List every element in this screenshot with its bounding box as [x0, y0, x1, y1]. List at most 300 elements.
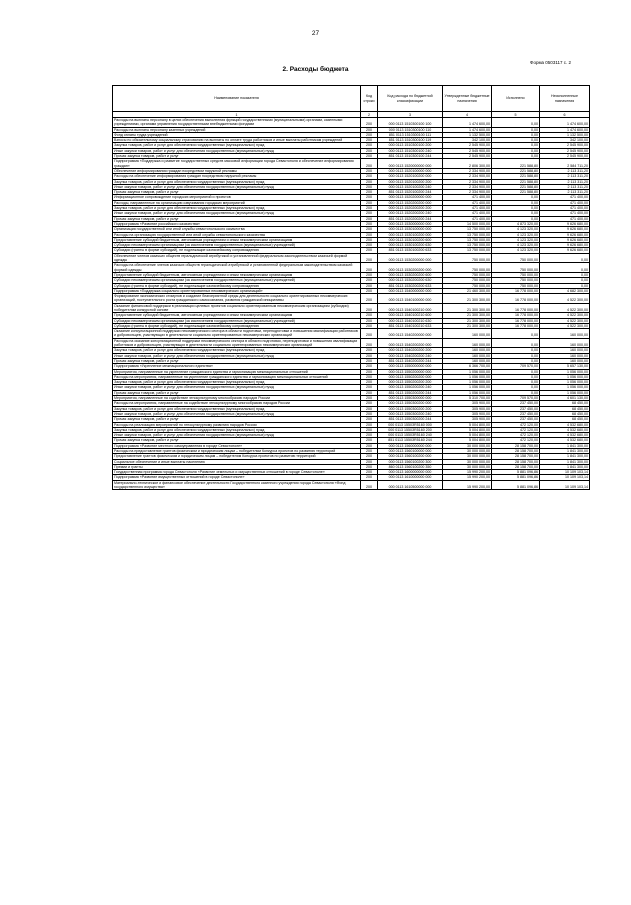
row-executed: 0,00: [492, 380, 540, 385]
row-name: Взносы по обязательному социальному страхованию на выплаты по оплате труда работников и иные выплаты работникам учреждений: [113, 138, 361, 143]
row-name: Иные закупки товаров, работ и услуг для обеспечения государственных (муниципальных) нужд: [113, 148, 361, 153]
row-code: 000 0113 1540100000 000: [378, 294, 443, 304]
column-number: 6: [540, 112, 590, 118]
row-unexecuted: 4 522 300,00: [540, 313, 590, 318]
row-executed: 0,00: [492, 216, 540, 221]
row-line: 200: [361, 353, 378, 358]
row-unexecuted: 2 545 900,00: [540, 143, 590, 148]
row-code: 000 0113 1610500000 000: [378, 480, 443, 490]
row-unexecuted: 10 109 103,14: [540, 470, 590, 475]
row-name: Расходы, направленные на организацию озвучивания городских мероприятий: [113, 200, 361, 205]
row-line: 200: [361, 323, 378, 328]
row-line: 200: [361, 272, 378, 277]
row-unexecuted: 1 841 300,00: [540, 454, 590, 459]
row-name: Премии и гранты: [113, 464, 361, 469]
row-name: Расходы на выплаты персоналу казенных учреждений: [113, 127, 361, 132]
row-unexecuted: 471 400,00: [540, 195, 590, 200]
row-executed: 28 158 700,00: [492, 464, 540, 469]
row-code: 000 0113 1530200200 600: [378, 272, 443, 277]
row-name: Подпрограмма «Развитие имущественных отношений в городе Севастополе»: [113, 475, 361, 480]
row-code: 000 0113 1550200000 000: [378, 369, 443, 374]
row-executed: 16 778 000,00: [492, 318, 540, 323]
row-executed: 472 120,00: [492, 422, 540, 427]
row-code: 000 0113 1530200200 630: [378, 278, 443, 283]
row-executed: 237 450,00: [492, 411, 540, 416]
row-unexecuted: 0,00: [540, 278, 590, 283]
row-name: Субсидии некоммерческим организациям (за исключением государственных (муниципальных) учреждений): [113, 278, 361, 283]
row-unexecuted: 160 000,00: [540, 358, 590, 363]
row-name: Информационное сопровождение городских мероприятий и проектов: [113, 195, 361, 200]
row-approved: 305 900,00: [443, 417, 492, 422]
row-approved: 160 000,00: [443, 353, 492, 358]
row-unexecuted: 160 000,00: [540, 329, 590, 339]
table-row: [113, 338, 590, 348]
row-approved: 471 400,00: [443, 211, 492, 216]
row-unexecuted: 9 626 680,00: [540, 232, 590, 237]
row-executed: 0,00: [492, 369, 540, 374]
row-name: Закупка товаров, работ и услуг для обеспечения государственных (муниципальных) нужд: [113, 206, 361, 211]
row-name: Обеспечение членов казачьих обществ геральдической атрибутикой и установленной федеральным законодательством казачьей формой одежды: [113, 253, 361, 263]
row-name: Прочая закупка товаров, работ и услуг: [113, 438, 361, 443]
row-name: Предоставление субсидий бюджетным, автономным учреждениям и иным некоммерческим организациям: [113, 272, 361, 277]
row-code: 000 0113 1550300000 000: [378, 396, 443, 401]
row-unexecuted: 342 100,00: [540, 138, 590, 143]
row-approved: 1 474 600,00: [443, 127, 492, 132]
row-code: 000 0113 1510300100 200: [378, 143, 443, 148]
row-line: 200: [361, 396, 378, 401]
row-executed: 16 778 000,00: [492, 288, 540, 293]
row-executed: 0,00: [492, 358, 540, 363]
row-line: 200: [361, 237, 378, 242]
row-name: Закупка товаров, работ и услуг для обеспечения государственных (муниципальных) нужд: [113, 348, 361, 353]
row-name: Подпрограмма «Развитие местного самоуправления в городе Севастополе»: [113, 443, 361, 448]
row-name: Предоставление субсидий бюджетным, автономным учреждениям и иным некоммерческим организациям: [113, 313, 361, 318]
row-executed: 472 120,00: [492, 433, 540, 438]
row-line: 200: [361, 288, 378, 293]
column-number: 1: [113, 112, 361, 118]
row-executed: 0,00: [492, 200, 540, 205]
row-code: 000 0113 1610000000 000: [378, 475, 443, 480]
row-line: 200: [361, 348, 378, 353]
row-code: 000 0113 1560000000 000: [378, 443, 443, 448]
row-executed: 5 881 096,86: [492, 480, 540, 490]
row-name: Прочая закупка товаров, работ и услуг: [113, 417, 361, 422]
row-unexecuted: 1 056 000,00: [540, 380, 590, 385]
row-approved: 21 300 300,00: [443, 323, 492, 328]
row-line: 200: [361, 138, 378, 143]
row-approved: 13 750 000,00: [443, 248, 492, 253]
row-executed: 750 000,00: [492, 272, 540, 277]
row-line: 200: [361, 294, 378, 304]
row-line: 200: [361, 438, 378, 443]
row-line: 200: [361, 374, 378, 379]
header-name: Наименование показателя: [113, 86, 361, 112]
row-unexecuted: 471 400,00: [540, 211, 590, 216]
row-name: Расходы на оказание консультационной поддержки некоммерческого сектора в области подготовки, переподготовки и повышения квалификации работников и добровольцев, участвующих в деятельности социально ориентированных некоммерческих организаций: [113, 338, 361, 348]
row-code: 000 0113 1510300100 110: [378, 127, 443, 132]
row-approved: 750 000,00: [443, 263, 492, 273]
row-approved: 30 000 000,00: [443, 464, 492, 469]
row-code: 000 0113 1560100200 000: [378, 454, 443, 459]
row-executed: 4 123 320,00: [492, 248, 540, 253]
row-unexecuted: 160 000,00: [540, 353, 590, 358]
row-executed: 750 000,00: [492, 253, 540, 263]
row-executed: 221 588,80: [492, 168, 540, 173]
row-unexecuted: 9 626 680,00: [540, 248, 590, 253]
header-executed: Исполнено: [492, 86, 540, 112]
row-name: Закупка товаров, работ и услуг для обеспечения государственных (муниципальных) нужд: [113, 406, 361, 411]
row-code: 860 0113 1560100200 350: [378, 464, 443, 469]
row-code: 000 0113 1530100000 000: [378, 227, 443, 232]
row-executed: 0,00: [492, 206, 540, 211]
row-line: 200: [361, 195, 378, 200]
row-approved: 471 400,00: [443, 200, 492, 205]
row-executed: 709 570,00: [492, 396, 540, 401]
row-executed: 237 450,00: [492, 401, 540, 406]
row-approved: 15 990 200,00: [443, 480, 492, 490]
row-code: 000 0113 1550ЗR5160 200: [378, 427, 443, 432]
row-executed: 472 120,00: [492, 438, 540, 443]
row-code: 000 0113 1550200200 200: [378, 380, 443, 385]
row-unexecuted: 4 522 300,00: [540, 318, 590, 323]
row-code: 000 0113 1550300200 000: [378, 401, 443, 406]
row-approved: 5 004 800,00: [443, 433, 492, 438]
table-row: [113, 294, 590, 304]
page-number: 27: [311, 30, 320, 37]
row-approved: 2 545 900,00: [443, 148, 492, 153]
row-executed: 237 450,00: [492, 406, 540, 411]
row-line: 200: [361, 417, 378, 422]
row-approved: 1 056 000,00: [443, 374, 492, 379]
row-code: 000 0113 1550300200 200: [378, 406, 443, 411]
row-unexecuted: 9 626 680,00: [540, 237, 590, 242]
row-line: 200: [361, 480, 378, 490]
row-name: Расходы на организацию государственной или иной службы севастопольского казачества: [113, 232, 361, 237]
row-executed: 16 778 000,00: [492, 303, 540, 313]
row-unexecuted: 4 682 300,00: [540, 288, 590, 293]
row-code: 000 0113 1550300200 240: [378, 411, 443, 416]
row-executed: 750 000,00: [492, 283, 540, 288]
row-name: Подпрограмма «Поддержка и развитие государственных средств массовой информации города Севастополя и обеспечение информирования граждан»: [113, 159, 361, 169]
row-approved: 1 056 000,00: [443, 380, 492, 385]
table-row: [113, 329, 590, 339]
row-line: 200: [361, 401, 378, 406]
row-executed: 28 158 700,00: [492, 443, 540, 448]
row-code: 851 0113 1550300200 244: [378, 417, 443, 422]
row-unexecuted: 1 474 600,00: [540, 127, 590, 132]
row-name: Государственная программа города Севастополя «Развитие земельных и имущественных отношений в городе Севастополе»: [113, 470, 361, 475]
row-name: Субсидии (гранты в форме субсидий), не подлежащие казначейскому сопровождению: [113, 248, 361, 253]
row-line: 200: [361, 154, 378, 159]
row-name: Субсидии некоммерческим организациям (за исключением государственных (муниципальных) учреждений): [113, 243, 361, 248]
row-unexecuted: 4 532 680,00: [540, 438, 590, 443]
row-code: 000 0113 1520200200 000: [378, 200, 443, 205]
table-row: [113, 263, 590, 273]
row-name: Мероприятия, направленные на укрепление гражданского единства и гармонизацию межнациональных отношений: [113, 369, 361, 374]
row-approved: 1 132 500,00: [443, 132, 492, 137]
row-executed: 221 588,80: [492, 174, 540, 179]
row-name: Прочая закупка товаров, работ и услуг: [113, 154, 361, 159]
row-code: 000 0113 1530000000 000: [378, 221, 443, 226]
row-approved: 305 900,00: [443, 401, 492, 406]
row-executed: 0,00: [492, 374, 540, 379]
row-unexecuted: 2 545 900,00: [540, 154, 590, 159]
row-code: 000 0113 1550000000 000: [378, 364, 443, 369]
row-executed: 5 881 096,86: [492, 470, 540, 475]
row-approved: 2 334 900,00: [443, 174, 492, 179]
row-approved: 1 056 000,00: [443, 369, 492, 374]
row-unexecuted: 1 841 300,00: [540, 443, 590, 448]
row-code: 000 0113 1510300100 240: [378, 148, 443, 153]
row-approved: 5 310 700,00: [443, 396, 492, 401]
row-code: 000 0113 1550200200 000: [378, 374, 443, 379]
section-title: 2. Расходы бюджета: [282, 66, 349, 73]
row-executed: 0,00: [492, 132, 540, 137]
row-code: 851 0113 1550200200 244: [378, 390, 443, 395]
row-approved: 30 000 000,00: [443, 449, 492, 454]
row-approved: 2 334 900,00: [443, 184, 492, 189]
row-executed: 221 588,80: [492, 190, 540, 195]
row-code: 851 0113 1520100200 244: [378, 190, 443, 195]
row-line: 200: [361, 200, 378, 205]
row-name: Закупка товаров, работ и услуг для обеспечения государственных (муниципальных) нужд: [113, 427, 361, 432]
row-executed: 4 873 320,00: [492, 221, 540, 226]
row-name: Подпрограмма «Развитие российского казачества»: [113, 221, 361, 226]
row-code: 000 0113 1520200200 240: [378, 211, 443, 216]
row-executed: 16 778 000,00: [492, 323, 540, 328]
row-line: 200: [361, 364, 378, 369]
row-line: 200: [361, 211, 378, 216]
row-name: Субсидии некоммерческим организациям (за исключением государственных (муниципальных) учреждений): [113, 318, 361, 323]
header-line: Код строки: [361, 86, 378, 112]
row-approved: 2 545 900,00: [443, 154, 492, 159]
row-unexecuted: 1 056 000,00: [540, 385, 590, 390]
row-code: 000 0113 1520100200 200: [378, 179, 443, 184]
row-line: 200: [361, 127, 378, 132]
row-code: 851 0113 1520200200 244: [378, 216, 443, 221]
row-executed: 0,00: [492, 353, 540, 358]
row-approved: 13 750 000,00: [443, 232, 492, 237]
row-line: 200: [361, 433, 378, 438]
row-approved: 21 300 300,00: [443, 313, 492, 318]
row-executed: 0,00: [492, 211, 540, 216]
row-code: 000 0113 1520100200 000: [378, 174, 443, 179]
row-unexecuted: 0,00: [540, 272, 590, 277]
row-line: 200: [361, 263, 378, 273]
row-unexecuted: 2 113 311,20: [540, 184, 590, 189]
row-name: Организация государственной или иной службы севастопольского казачества: [113, 227, 361, 232]
row-approved: 2 334 900,00: [443, 179, 492, 184]
row-code: 851 0113 1530200200 633: [378, 283, 443, 288]
row-approved: 15 990 200,00: [443, 475, 492, 480]
row-code: 851 0113 1550ЗR5160 244: [378, 438, 443, 443]
row-code: 000 0113 1520100000 000: [378, 168, 443, 173]
row-code: 000 0113 1600000000 000: [378, 470, 443, 475]
row-line: 200: [361, 427, 378, 432]
column-number: 3: [378, 112, 443, 118]
row-executed: 221 588,80: [492, 159, 540, 169]
row-line: 200: [361, 303, 378, 313]
row-executed: 0,00: [492, 154, 540, 159]
row-unexecuted: 4 532 680,00: [540, 422, 590, 427]
row-line: 200: [361, 278, 378, 283]
row-line: 200: [361, 248, 378, 253]
row-unexecuted: 471 400,00: [540, 216, 590, 221]
table-row: [113, 159, 590, 169]
row-line: 200: [361, 132, 378, 137]
row-executed: 5 881 096,86: [492, 475, 540, 480]
row-name: Социальное обеспечение и иные выплаты населению: [113, 459, 361, 464]
row-name: Материально-техническое и финансовое обеспечение деятельности Государственного казенного учреждения города Севастополя «Фонд государственного имущества»: [113, 480, 361, 490]
row-approved: 160 000,00: [443, 348, 492, 353]
row-unexecuted: 2 113 311,20: [540, 190, 590, 195]
row-approved: 5 004 800,00: [443, 427, 492, 432]
row-line: 200: [361, 422, 378, 427]
row-approved: 750 000,00: [443, 253, 492, 263]
row-unexecuted: 4 522 300,00: [540, 323, 590, 328]
row-unexecuted: 0,00: [540, 253, 590, 263]
row-line: 200: [361, 390, 378, 395]
row-code: 000 0113 1520200000 000: [378, 195, 443, 200]
row-code: 000 0113 1530100200 630: [378, 243, 443, 248]
row-executed: 0,00: [492, 195, 540, 200]
row-name: Закупка товаров, работ и услуг для обеспечения государственных (муниципальных) нужд: [113, 143, 361, 148]
row-code: 000 0113 1520200200 200: [378, 206, 443, 211]
row-unexecuted: 1 841 300,00: [540, 459, 590, 464]
row-name: Прочая закупка товаров, работ и услуг: [113, 390, 361, 395]
header-code: Код расхода по бюджетной классификации: [378, 86, 443, 112]
row-unexecuted: 5 657 130,00: [540, 364, 590, 369]
row-line: 200: [361, 190, 378, 195]
row-executed: 237 450,00: [492, 417, 540, 422]
row-executed: 16 778 000,00: [492, 313, 540, 318]
row-unexecuted: 1 474 600,00: [540, 118, 590, 128]
row-name: Расходы на мероприятия, направленные на содействие этнокультурному многообразию народов России: [113, 401, 361, 406]
row-unexecuted: 1 056 000,00: [540, 369, 590, 374]
row-unexecuted: 1 056 000,00: [540, 374, 590, 379]
row-executed: 750 000,00: [492, 263, 540, 273]
row-unexecuted: 4 522 300,00: [540, 303, 590, 313]
header-unexecuted: Неисполненные назначения: [540, 86, 590, 112]
row-approved: 2 806 300,00: [443, 159, 492, 169]
row-line: 200: [361, 168, 378, 173]
row-unexecuted: 471 400,00: [540, 200, 590, 205]
row-unexecuted: 160 000,00: [540, 338, 590, 348]
row-name: Закупка товаров, работ и услуг для обеспечения государственных (муниципальных) нужд: [113, 380, 361, 385]
row-executed: 0,00: [492, 385, 540, 390]
row-approved: 6 366 700,00: [443, 364, 492, 369]
row-name: Расходы на реализацию мероприятий по этнокультурному развитию народов России: [113, 422, 361, 427]
row-executed: 221 588,80: [492, 179, 540, 184]
row-unexecuted: 2 113 311,20: [540, 174, 590, 179]
row-code: 000 0113 1530100200 600: [378, 237, 443, 242]
row-line: 200: [361, 449, 378, 454]
row-line: 200: [361, 369, 378, 374]
row-approved: 30 000 000,00: [443, 454, 492, 459]
form-label: Форма 0503117 с. 2: [530, 60, 571, 65]
row-executed: 0,00: [492, 138, 540, 143]
row-approved: 160 000,00: [443, 329, 492, 339]
row-code: 000 0113 1530200200 000: [378, 263, 443, 273]
row-approved: 750 000,00: [443, 283, 492, 288]
row-code: 000 0113 1540100210 630: [378, 318, 443, 323]
row-line: 200: [361, 283, 378, 288]
row-name: Формирование экономических стимулов и создание благоприятной среды для деятельности социально ориентированных некоммерческих организаций, поступательного роста гражданского самосознания, развития гражданской инициативы: [113, 294, 361, 304]
row-line: 200: [361, 443, 378, 448]
row-unexecuted: 0,00: [540, 283, 590, 288]
row-approved: 471 400,00: [443, 195, 492, 200]
row-name: Иные закупки товаров, работ и услуг для обеспечения государственных (муниципальных) нужд: [113, 385, 361, 390]
row-unexecuted: 9 626 680,00: [540, 227, 590, 232]
table-row: [113, 480, 590, 490]
row-line: 200: [361, 318, 378, 323]
row-code: 000 0113 1510300100 100: [378, 118, 443, 128]
row-code: 000 0113 1560100000 000: [378, 449, 443, 454]
row-name: Расходы на выплаты персоналу в целях обеспечения выполнения функций государственными (муниципальными) органами, казенными учреждениями, органами управления государственными внебюджетными фондами: [113, 118, 361, 128]
row-approved: 1 474 600,00: [443, 118, 492, 128]
row-approved: 21 300 300,00: [443, 303, 492, 313]
row-code: 000 0113 1550ЗR5160 000: [378, 422, 443, 427]
row-executed: 28 158 700,00: [492, 459, 540, 464]
row-executed: 0,00: [492, 338, 540, 348]
table-header-row: [113, 86, 590, 112]
row-line: 200: [361, 380, 378, 385]
row-unexecuted: 68 450,00: [540, 411, 590, 416]
row-executed: 4 123 320,00: [492, 227, 540, 232]
row-unexecuted: 1 841 300,00: [540, 449, 590, 454]
row-executed: 4 123 320,00: [492, 243, 540, 248]
row-name: Подпрограмма «Поддержка социально ориентированных некоммерческих организаций»: [113, 288, 361, 293]
row-code: 000 0113 1540100210 600: [378, 313, 443, 318]
row-approved: 13 750 000,00: [443, 227, 492, 232]
table-row: [113, 118, 590, 128]
row-unexecuted: 9 626 680,00: [540, 243, 590, 248]
row-approved: 1 056 000,00: [443, 390, 492, 395]
row-code: 000 0113 1550200200 240: [378, 385, 443, 390]
row-approved: 15 990 200,00: [443, 470, 492, 475]
row-approved: 14 500 000,00: [443, 221, 492, 226]
row-name: Предоставление субсидий бюджетным, автономным учреждениям и иным некоммерческим организациям: [113, 237, 361, 242]
row-code: 000 0113 1540200200 200: [378, 348, 443, 353]
row-approved: 750 000,00: [443, 272, 492, 277]
row-executed: 28 158 700,00: [492, 454, 540, 459]
row-code: 000 0113 1540100210 000: [378, 303, 443, 313]
row-name: Иные закупки товаров, работ и услуг для обеспечения государственных (муниципальных) нужд: [113, 433, 361, 438]
row-code: 851 0113 1540100210 633: [378, 323, 443, 328]
row-name: Иные закупки товаров, работ и услуг для обеспечения государственных (муниципальных) нужд: [113, 353, 361, 358]
row-name: Иные закупки товаров, работ и услуг для обеспечения государственных (муниципальных) нужд: [113, 411, 361, 416]
row-line: 200: [361, 464, 378, 469]
row-line: 200: [361, 313, 378, 318]
row-unexecuted: 2 113 311,20: [540, 179, 590, 184]
row-line: 200: [361, 406, 378, 411]
row-code: 000 0113 1540200200 000: [378, 338, 443, 348]
row-code: 000 0113 1550ЗR5160 240: [378, 433, 443, 438]
row-executed: 0,00: [492, 127, 540, 132]
row-name: Иные закупки товаров, работ и услуг для обеспечения государственных (муниципальных) нужд: [113, 184, 361, 189]
row-line: 200: [361, 329, 378, 339]
row-code: 000 0113 1530100200 000: [378, 232, 443, 237]
row-line: 200: [361, 206, 378, 211]
row-code: 851 0113 1510300100 244: [378, 154, 443, 159]
row-approved: 2 545 900,00: [443, 143, 492, 148]
table-row: [113, 303, 590, 313]
expenses-table: [112, 85, 590, 490]
row-approved: 21 460 300,00: [443, 288, 492, 293]
row-name: Иные закупки товаров, работ и услуг для обеспечения государственных (муниципальных) нужд: [113, 211, 361, 216]
row-name: Фонд оплаты труда учреждений: [113, 132, 361, 137]
row-code: 851 0113 1510300100 111: [378, 132, 443, 137]
